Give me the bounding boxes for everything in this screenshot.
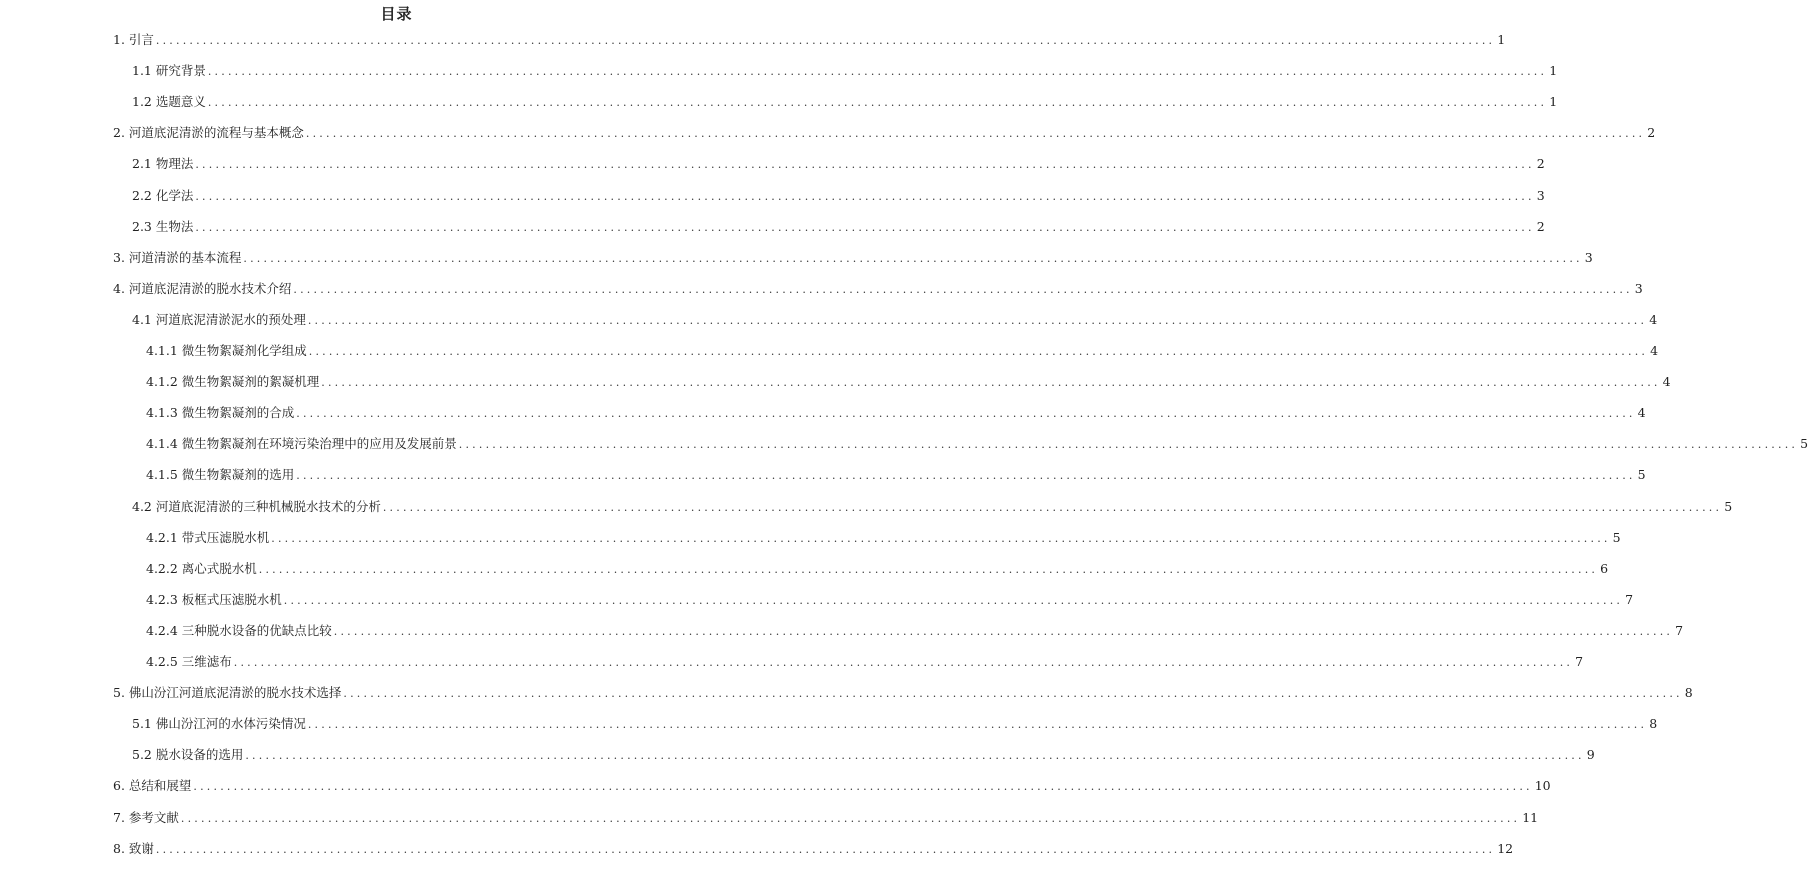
toc-entry-label: 5.1 佛山汾江河的水体污染情况 [132,716,306,732]
toc-entry-page-number: 3 [1584,249,1593,265]
toc-entry-page-number: 2 [1647,125,1656,141]
toc-entry[interactable] [146,341,1659,361]
toc-entry-page-number: 1 [1497,32,1506,47]
toc-entry-label: 4.1.3 微生物絮凝剂的合成 [146,405,295,421]
toc-entry-label: 4.1 河道底泥清淤泥水的预处理 [132,311,306,327]
toc-entry-page-number: 7 [1625,591,1634,607]
toc-entry-page-number: 5 [1800,436,1808,452]
toc-entry-label: 7. 参考文献 [113,809,179,825]
toc-entry[interactable] [113,248,1593,268]
dot-leader: ........................................................................................................................................................................................................ [296,407,1636,421]
toc-entry-page-number: 3 [1536,187,1545,203]
toc-entry[interactable] [146,465,1646,485]
toc-entry-label: 4.1.5 微生物絮凝剂的选用 [146,467,295,483]
toc-entry-page-number: 2 [1536,218,1545,234]
toc-entry-page-number: 3 [1634,280,1643,296]
toc-entry-label: 4.2.4 三种脱水设备的优缺点比较 [146,622,332,638]
toc-entry-page-number: 4 [1637,405,1646,421]
toc-entry-page-number: 12 [1497,840,1514,856]
dot-leader: ........................................................................................................................................................................................................ [155,34,1496,47]
toc-entry-label: 4.1.2 微生物絮凝剂的絮凝机理 [146,374,320,390]
dot-leader: ........................................................................................................................................................................................................ [193,780,1533,794]
toc-entry[interactable] [113,808,1539,828]
toc-entry-page-number: 7 [1675,622,1684,638]
toc-entry-label: 1.1 研究背景 [132,63,206,79]
toc-entry[interactable] [132,714,1658,734]
toc-entry-label: 3. 河道清淤的基本流程 [113,249,242,265]
toc-entry[interactable] [146,434,1808,454]
dot-leader: ........................................................................................................................................................................................................ [207,65,1548,79]
dot-leader: ........................................................................................................................................................................................................ [296,469,1636,483]
toc-entry-page-number: 4 [1650,343,1659,358]
toc-entry[interactable] [146,403,1646,423]
dot-leader: ........................................................................................................................................................................................................ [180,811,1521,825]
toc-entry-label: 4.2.1 带式压滤脱水机 [146,529,270,545]
dot-leader: ........................................................................................................................................................................................................ [305,127,1646,141]
toc-entry-page-number: 5 [1637,467,1646,483]
toc-entry-label: 4.1.1 微生物絮凝剂化学组成 [146,343,307,358]
toc-entry[interactable] [146,652,1584,672]
toc-entry[interactable] [132,154,1545,174]
toc-entry-page-number: 4 [1649,311,1658,327]
page-title: 目录 [380,5,413,23]
toc-entry-label: 4.2.3 板框式压滤脱水机 [146,591,282,607]
toc-entry-label: 2. 河道底泥清淤的流程与基本概念 [113,125,304,141]
toc-entry-label: 1. 引言 [113,32,154,47]
toc-entry[interactable] [132,497,1733,517]
toc-entry-label: 2.1 物理法 [132,156,194,172]
toc-entry[interactable] [132,186,1545,206]
toc-entry-label: 5. 佛山汾江河道底泥清淤的脱水技术选择 [113,685,342,701]
toc-entry[interactable] [132,61,1558,81]
toc-entry[interactable] [113,123,1656,143]
dot-leader: ........................................................................................................................................................................................................ [271,531,1611,545]
toc-entry-page-number: 7 [1575,654,1584,669]
toc-entry-label: 4.2 河道底泥清淤的三种机械脱水技术的分析 [132,498,381,514]
dot-leader: ........................................................................................................................................................................................................ [458,438,1799,452]
dot-leader: ........................................................................................................................................................................................................ [283,593,1624,607]
toc-entry-page-number: 1 [1549,63,1558,79]
toc-entry-page-number: 2 [1536,156,1545,172]
dot-leader: ........................................................................................................................................................................................................ [258,562,1599,576]
toc-entry-label: 4. 河道底泥清淤的脱水技术介绍 [113,280,292,296]
toc-entry[interactable] [132,745,1595,765]
dot-leader: ........................................................................................................................................................................................................ [333,624,1674,638]
toc-entry[interactable] [132,217,1545,237]
toc-entry-page-number: 5 [1724,498,1733,514]
dot-leader: ........................................................................................................................................................................................................ [207,96,1548,110]
toc-entry[interactable] [113,279,1643,299]
toc-entry-label: 5.2 脱水设备的选用 [132,747,244,763]
toc-entry[interactable] [113,683,1693,703]
toc-entry[interactable] [146,621,1684,641]
toc-entry[interactable] [113,839,1514,859]
toc-entry-page-number: 6 [1600,560,1609,576]
dot-leader: ........................................................................................................................................................................................................ [343,687,1683,701]
toc-entry-page-number: 4 [1662,374,1671,390]
toc-entry-page-number: 8 [1684,685,1693,701]
dot-leader: ........................................................................................................................................................................................................ [382,500,1723,514]
dot-leader: ........................................................................................................................................................................................................ [155,842,1496,856]
dot-leader: ........................................................................................................................................................................................................ [308,345,1649,358]
dot-leader: ........................................................................................................................................................................................................ [307,718,1648,732]
toc-entry-label: 4.2.5 三维滤布 [146,654,232,669]
toc-entry[interactable] [146,559,1609,579]
toc-entry-page-number: 5 [1612,529,1621,545]
dot-leader: ........................................................................................................................................................................................................ [243,251,1583,265]
toc-entry-label: 8. 致谢 [113,840,154,856]
toc-entry-page-number: 9 [1586,747,1595,763]
toc-entry[interactable] [146,590,1634,610]
dot-leader: ........................................................................................................................................................................................................ [195,158,1535,172]
toc-entry-label: 6. 总结和展望 [113,778,192,794]
toc-entry[interactable] [132,310,1658,330]
toc-entry-page-number: 10 [1534,778,1551,794]
toc-entry-label: 2.2 化学法 [132,187,194,203]
dot-leader: ........................................................................................................................................................................................................ [233,656,1574,669]
toc-entry[interactable] [113,30,1506,50]
toc-entry-label: 4.1.4 微生物絮凝剂在环境污染治理中的应用及发展前景 [146,436,457,452]
toc-entry[interactable] [132,92,1558,112]
toc-entry[interactable] [146,372,1671,392]
dot-leader: ........................................................................................................................................................................................................ [293,282,1633,296]
toc-entry[interactable] [146,528,1621,548]
dot-leader: ........................................................................................................................................................................................................ [321,376,1661,390]
toc-entry-label: 1.2 选题意义 [132,94,206,110]
toc-entry[interactable] [113,776,1551,796]
toc-entry-page-number: 11 [1522,809,1539,825]
dot-leader: ........................................................................................................................................................................................................ [195,220,1535,234]
dot-leader: ........................................................................................................................................................................................................ [195,189,1535,203]
toc-entry-label: 2.3 生物法 [132,218,194,234]
toc-entry-page-number: 8 [1649,716,1658,732]
dot-leader: ........................................................................................................................................................................................................ [307,313,1648,327]
toc-entry-label: 4.2.2 离心式脱水机 [146,560,257,576]
dot-leader: ........................................................................................................................................................................................................ [245,749,1585,763]
toc-entry-page-number: 1 [1549,94,1558,110]
